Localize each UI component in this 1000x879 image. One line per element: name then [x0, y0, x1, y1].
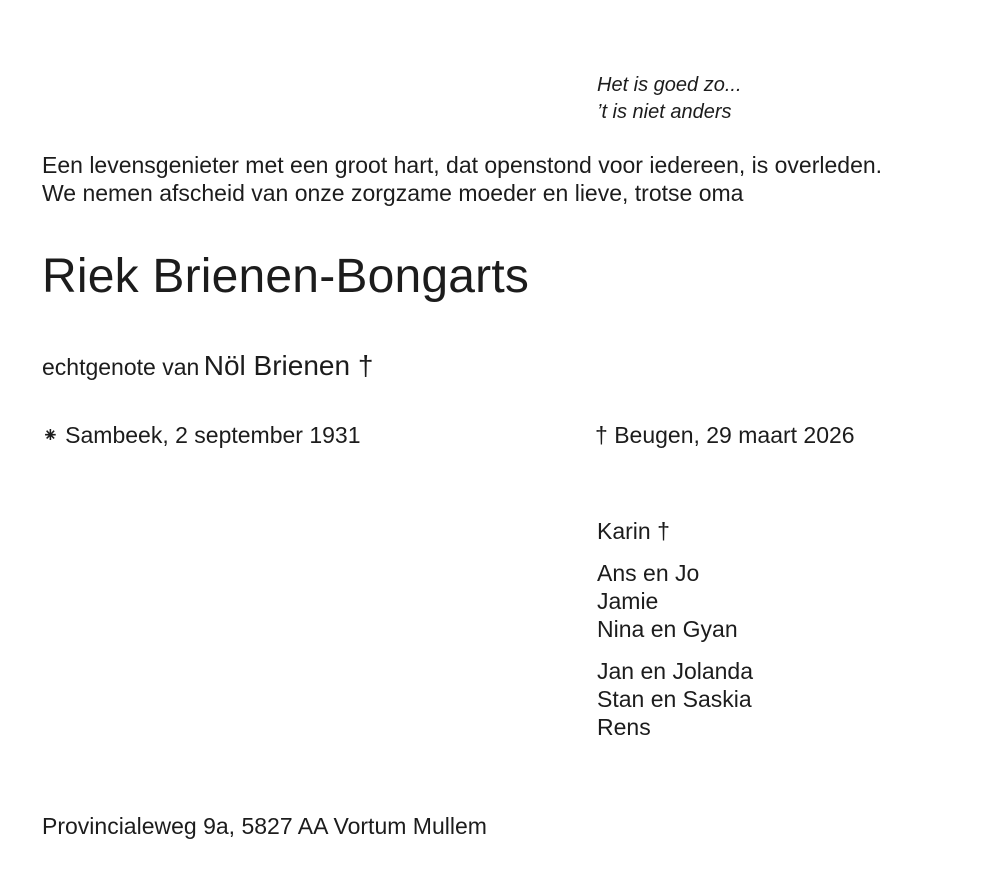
death-text: Beugen, 29 maart 2026 [614, 422, 855, 448]
family-member: Ans en Jo [597, 560, 700, 586]
family-member: Nina en Gyan [597, 616, 738, 642]
deceased-name: Riek Brienen-Bongarts [42, 250, 530, 303]
birth-star-icon: ⁕ [42, 425, 59, 447]
family-list [597, 517, 753, 755]
spouse-prefix: echtgenote van [42, 354, 200, 380]
birth-text: Sambeek, 2 september 1931 [65, 422, 361, 448]
intro-line-2: We nemen afscheid van onze zorgzame moeder en lieve, trotse oma [42, 180, 744, 206]
family-group [597, 517, 753, 545]
family-member: Jan en Jolanda [597, 658, 754, 684]
motto-line-1: Het is goed zo... [597, 74, 742, 96]
motto [597, 72, 742, 126]
family-member: Karin † [597, 518, 670, 544]
intro-line-1: Een levensgenieter met een groot hart, dat openstond voor iedereen, is overleden. [42, 152, 883, 178]
spouse-name: Nöl Brienen † [203, 350, 374, 381]
death-cross-icon: † [595, 422, 608, 448]
death-info [595, 421, 855, 449]
family-member: Stan en Saskia [597, 686, 752, 712]
family-member: Jamie [597, 588, 659, 614]
family-member: Rens [597, 714, 651, 740]
motto-line-2: ’t is niet anders [597, 101, 732, 123]
family-group [597, 657, 753, 741]
birth-info [42, 421, 361, 451]
family-group [597, 559, 753, 643]
address: Provincialeweg 9a, 5827 AA Vortum Mullem [42, 813, 487, 839]
spouse-line [42, 346, 373, 391]
intro-text [42, 151, 882, 207]
